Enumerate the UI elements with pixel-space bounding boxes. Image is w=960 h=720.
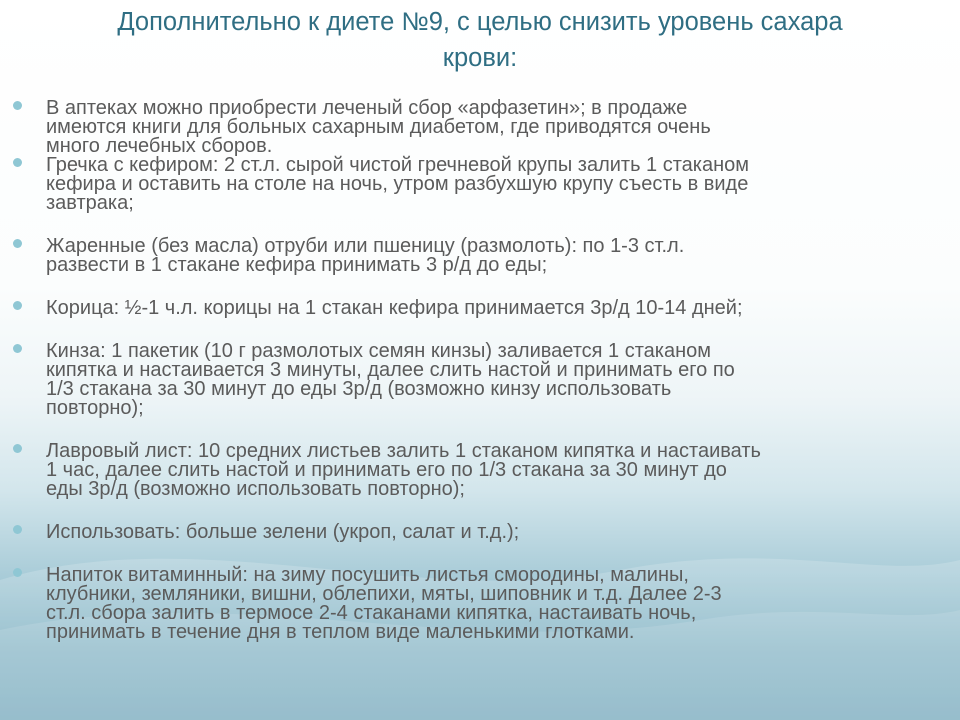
bullet-item: [0, 99, 960, 156]
bullet-dot-icon: [13, 239, 22, 248]
bullet-text-line: повторно);: [46, 397, 144, 419]
bullet-item: [0, 442, 960, 499]
bullet-text-line: принимать в течение дня в теплом виде маленькими глотками.: [46, 621, 635, 643]
bullet-text-line: кефира и оставить на столе на ночь, утром разбухшую крупу съесть в виде: [46, 173, 749, 195]
bullet-text-line: еды 3р/д (возможно использовать повторно);: [46, 478, 465, 500]
bullet-item: [0, 299, 960, 318]
bullet-dot-icon: [13, 301, 22, 310]
bullet-text-line: Гречка с кефиром: 2 ст.л. сырой чистой гречневой крупы залить 1 стаканом: [46, 154, 750, 176]
bullet-dot-icon: [13, 568, 22, 577]
bullet-text-line: Напиток витаминный: на зиму посушить листья смородины, малины,: [46, 564, 689, 586]
bullet-text-line: кипятка и настаивается 3 минуты, далее слить настой и принимать его по: [46, 359, 735, 381]
bullet-dot-icon: [13, 525, 22, 534]
bullet-item: [0, 523, 960, 542]
bullet-dot-icon: [13, 101, 22, 110]
bullet-text-line: завтрака;: [46, 192, 134, 214]
slide-title-line-2: крови:: [442, 44, 518, 72]
bullet-text-line: Корица: ½-1 ч.л. корицы на 1 стакан кефира принимается 3р/д 10-14 дней;: [46, 297, 743, 319]
bullet-list: [0, 99, 960, 666]
bullet-item: [0, 566, 960, 642]
bullet-text-line: В аптеках можно приобрести леченый сбор «арфазетин»; в продаже: [46, 97, 688, 119]
bullet-item: [0, 237, 960, 275]
bullet-text-line: Кинза: 1 пакетик (10 г размолотых семян кинзы) заливается 1 стаканом: [46, 340, 712, 362]
bullet-dot-icon: [13, 444, 22, 453]
slide-title-line-1: Дополнительно к диете №9, с целью снизить уровень сахара: [117, 8, 843, 36]
bullet-text-line: Использовать: больше зелени (укроп, салат и т.д.);: [46, 521, 520, 543]
bullet-text-line: Лавровый лист: 10 средних листьев залить 1 стаканом кипятка и настаивать: [46, 440, 761, 462]
bullet-text-line: ст.л. сбора залить в термосе 2-4 стаканами кипятка, настаивать ночь,: [46, 602, 697, 624]
bullet-dot-icon: [13, 158, 22, 167]
bullet-text-line: развести в 1 стакане кефира принимать 3 р/д до еды;: [46, 254, 548, 276]
bullet-text-line: Жаренные (без масла) отруби или пшеницу (размолоть): по 1-3 ст.л.: [46, 235, 685, 257]
bullet-text-line: клубники, земляники, вишни, облепихи, мяты, шиповник и т.д. Далее 2-3: [46, 583, 722, 605]
bullet-text-line: имеются книги для больных сахарным диабетом, где приводятся очень: [46, 116, 711, 138]
bullet-item: [0, 342, 960, 418]
bullet-item: [0, 156, 960, 213]
bullet-dot-icon: [13, 344, 22, 353]
slide-title: [40, 4, 920, 76]
bullet-text-line: 1/3 стакана за 30 минут до еды 3р/д (возможно кинзу использовать: [46, 378, 672, 400]
bullet-text-line: много лечебных сборов.: [46, 135, 273, 157]
bullet-text-line: 1 час, далее слить настой и принимать его по 1/3 стакана за 30 минут до: [46, 459, 727, 481]
